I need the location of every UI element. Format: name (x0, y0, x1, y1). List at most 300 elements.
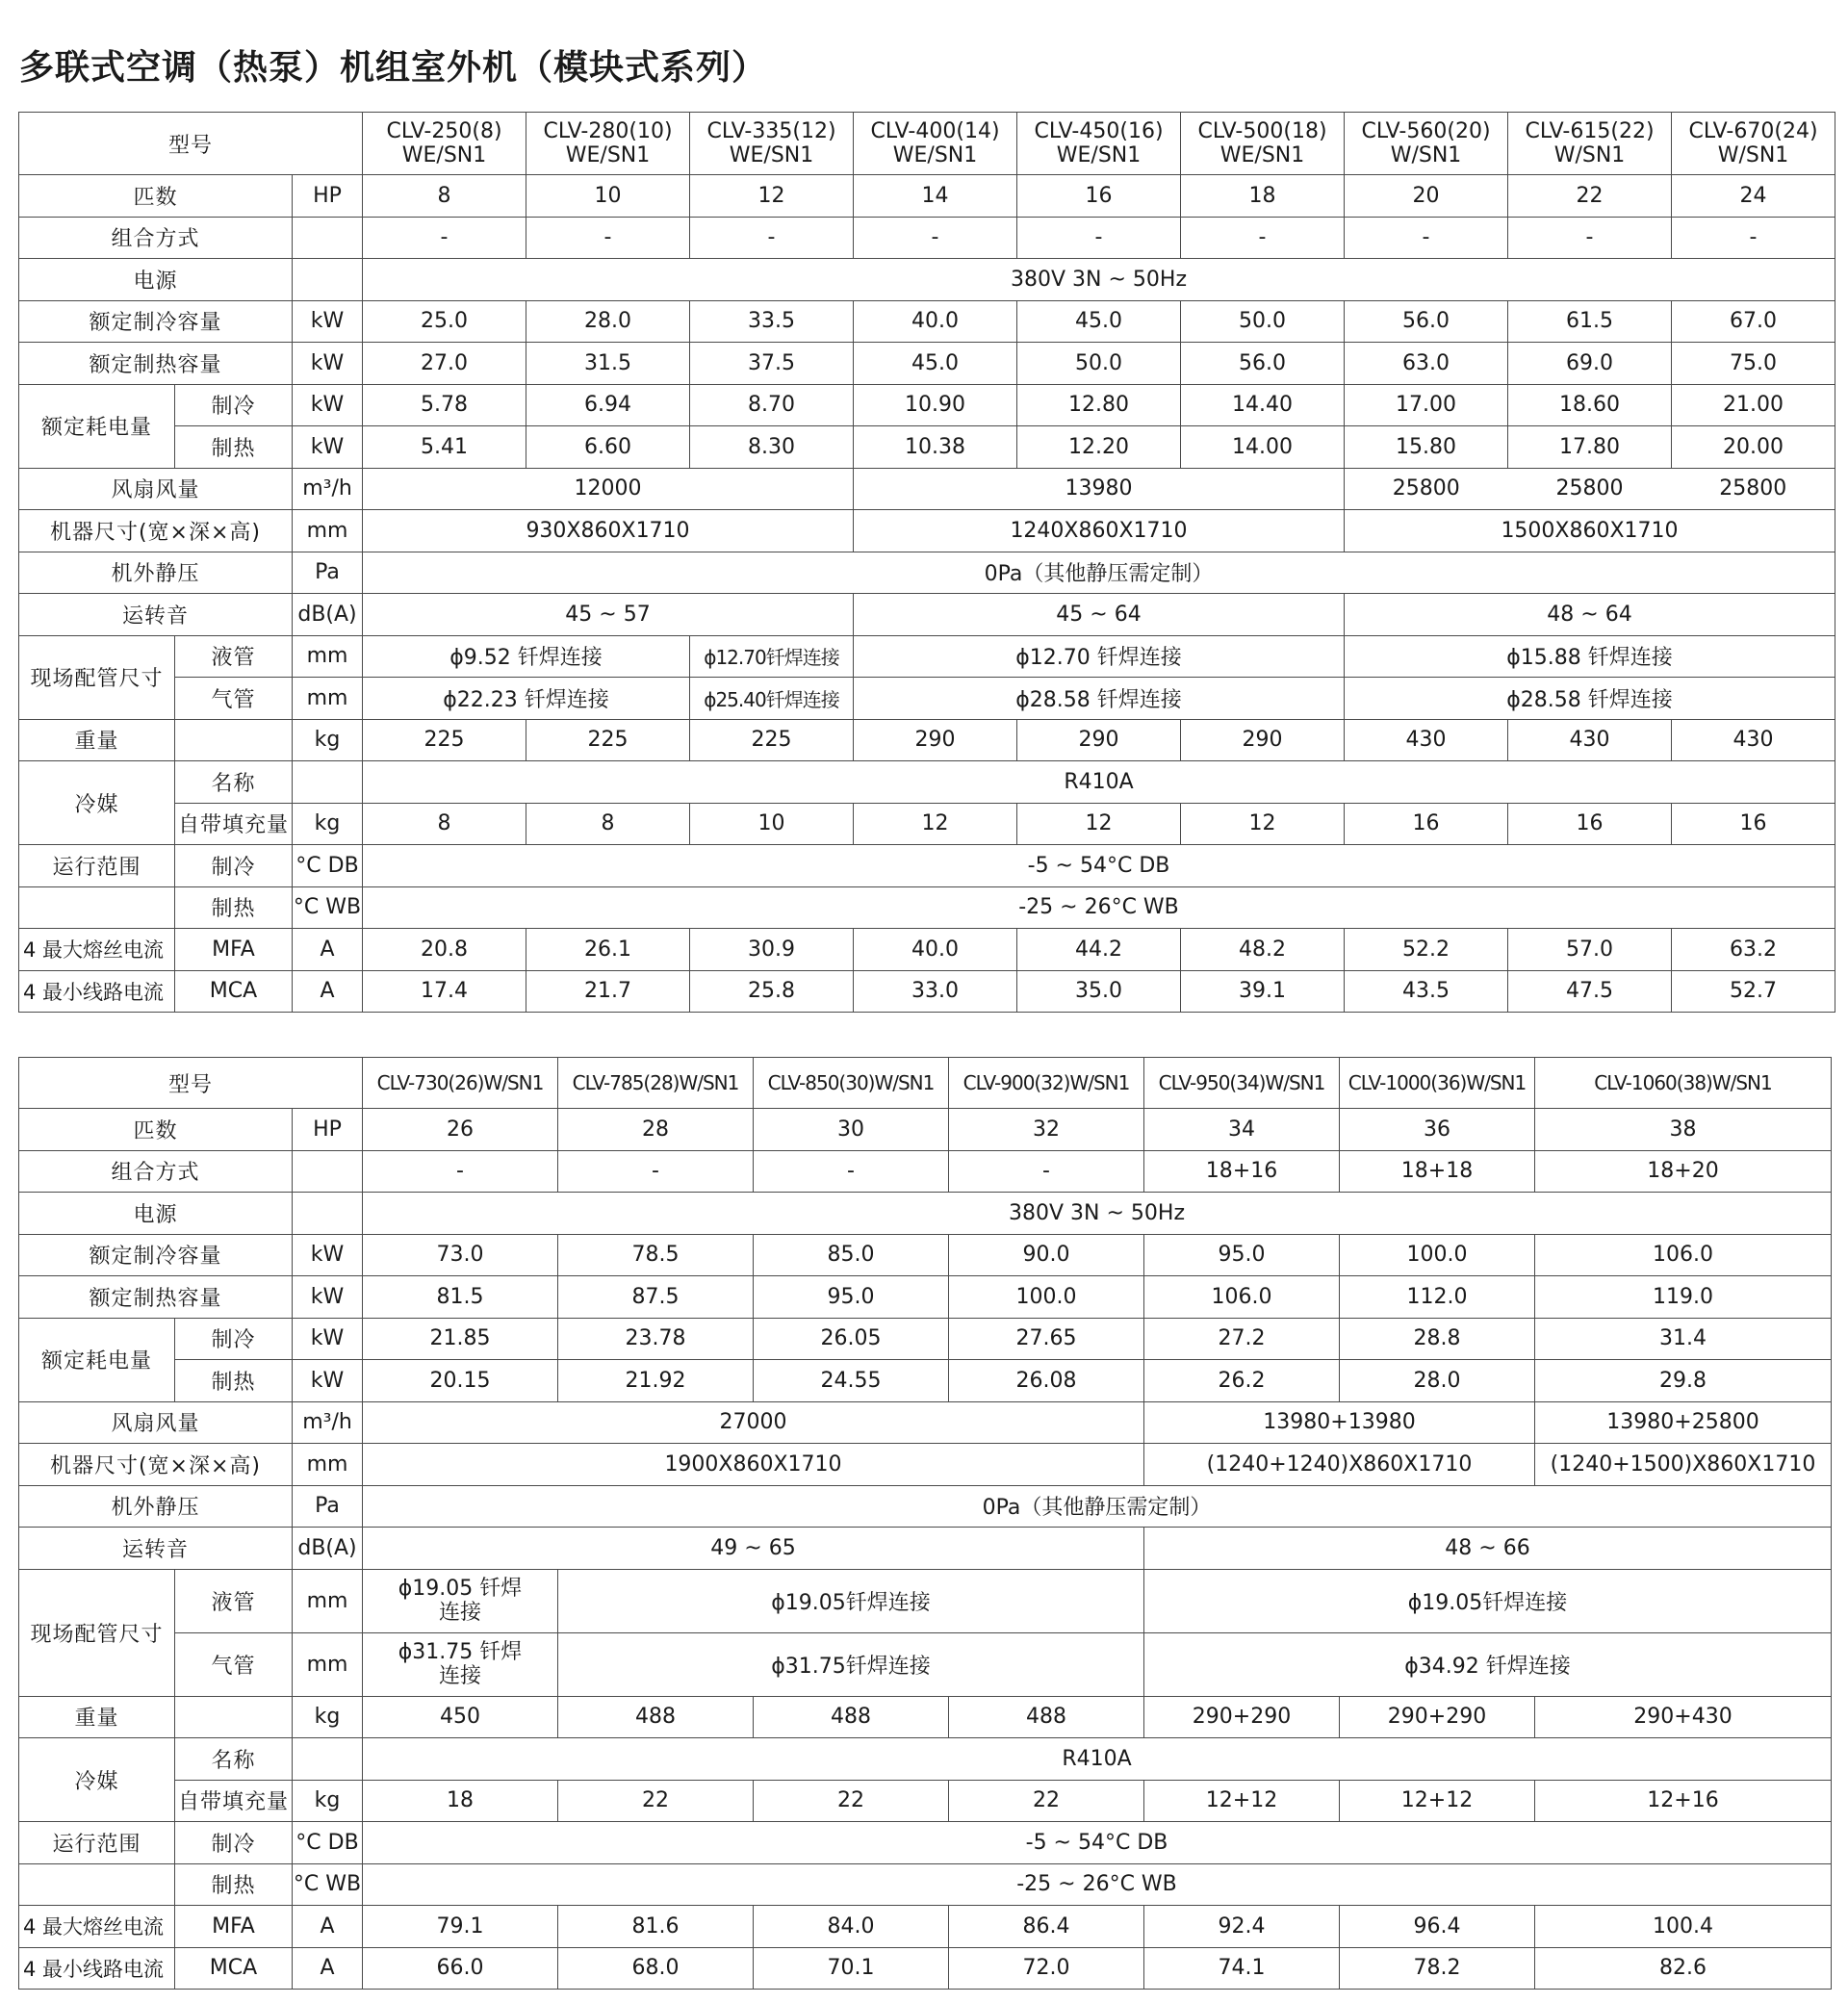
value-cell: R410A (363, 1738, 1832, 1781)
value-cell: - (949, 1150, 1144, 1193)
value-cell: -5 ~ 54°C DB (363, 845, 1835, 887)
value-cell: 6.60 (526, 426, 690, 469)
value-cell: 26.08 (949, 1360, 1144, 1402)
value-cell: 225 (526, 719, 690, 761)
value-cell: 45.0 (854, 343, 1017, 385)
row-sub-label: 制冷 (175, 1822, 293, 1864)
value-cell: -25 ~ 26°C WB (363, 886, 1835, 929)
value-cell: 40.0 (854, 929, 1017, 971)
value-cell: -25 ~ 26°C WB (363, 1863, 1832, 1906)
value-cell: 21.00 (1672, 384, 1835, 426)
value-cell: 27.65 (949, 1318, 1144, 1360)
value-cell: 18+16 (1144, 1150, 1340, 1193)
unit-cell: mm (293, 1569, 363, 1632)
row-sub-label: 气管 (175, 1632, 293, 1696)
row-label: 电源 (19, 259, 293, 301)
value-cell: 290+290 (1144, 1696, 1340, 1738)
model-cell: CLV-400(14) WE/SN1 (854, 113, 1017, 175)
value-cell: ϕ28.58 钎焊连接 (854, 678, 1345, 720)
unit-cell: Pa (293, 552, 363, 594)
unit-cell: m³/h (293, 468, 363, 510)
model-cell: CLV-1000(36)W/SN1 (1340, 1058, 1535, 1109)
value-cell: 380V 3N ~ 50Hz (363, 1193, 1832, 1235)
value-cell: 1900X860X1710 (363, 1444, 1144, 1486)
value-cell: 34 (1144, 1109, 1340, 1151)
unit-cell: kW (293, 1276, 363, 1319)
value-cell: ϕ9.52 钎焊连接 (363, 635, 690, 678)
noise-row (19, 594, 1835, 636)
value-cell: 26.1 (526, 929, 690, 971)
value-cell: 30 (754, 1109, 949, 1151)
value-cell: ϕ12.70 钎焊连接 (854, 635, 1345, 678)
empty-cell (175, 1696, 293, 1738)
value-cell: 28.8 (1340, 1318, 1535, 1360)
value-cell: ϕ12.70钎焊连接 (690, 635, 854, 678)
airflow-row (19, 468, 1835, 510)
row-label: 电源 (19, 1193, 293, 1235)
unit-cell (293, 1150, 363, 1193)
value-cell: 37.5 (690, 343, 854, 385)
refrigerant-charge-row (19, 803, 1835, 845)
value-cell: 12+12 (1144, 1780, 1340, 1822)
value-cell: 49 ~ 65 (363, 1528, 1144, 1570)
unit-cell: dB(A) (293, 1528, 363, 1570)
row-sub-label: 名称 (175, 761, 293, 804)
value-cell: 50.0 (1181, 300, 1345, 343)
airflow-row (19, 1401, 1832, 1444)
combo-row (19, 1150, 1832, 1193)
row-group-label: 冷媒 (19, 1738, 175, 1822)
value-cell: 90.0 (949, 1234, 1144, 1276)
value-cell: 87.5 (558, 1276, 754, 1319)
row-group-label: 现场配管尺寸 (19, 1569, 175, 1696)
mca-row (19, 970, 1835, 1013)
unit-cell: kW (293, 384, 363, 426)
value-cell: 18+20 (1535, 1150, 1832, 1193)
value-cell: 25.8 (690, 970, 854, 1013)
value-cell: - (363, 1150, 558, 1193)
unit-cell: kg (293, 803, 363, 845)
value-cell: ϕ31.75钎焊连接 (558, 1632, 1144, 1696)
refrigerant-name-row (19, 761, 1835, 804)
value-cell: 95.0 (754, 1276, 949, 1319)
row-label: 匹数 (19, 1109, 293, 1151)
value-cell: 33.5 (690, 300, 854, 343)
weight-row (19, 719, 1835, 761)
row-label: 额定制热容量 (19, 343, 293, 385)
value-cell: 45.0 (1017, 300, 1181, 343)
value-cell: 85.0 (754, 1234, 949, 1276)
value-cell: 380V 3N ~ 50Hz (363, 259, 1835, 301)
value-cell: 12 (1181, 803, 1345, 845)
value-cell: 290+290 (1340, 1696, 1535, 1738)
range-heat-row (19, 886, 1835, 929)
value-cell: 86.4 (949, 1906, 1144, 1948)
noise-row (19, 1528, 1832, 1570)
value-cell: 20.15 (363, 1360, 558, 1402)
model-label: 型号 (19, 113, 363, 175)
refrigerant-charge-row (19, 1780, 1832, 1822)
unit-cell: kW (293, 1234, 363, 1276)
row-sub-label: 制热 (175, 1360, 293, 1402)
unit-cell: kW (293, 426, 363, 469)
row-label: 额定制冷容量 (19, 300, 293, 343)
value-cell: 32 (949, 1109, 1144, 1151)
value-cell: 12.20 (1017, 426, 1181, 469)
value-cell: 48.2 (1181, 929, 1345, 971)
value-cell: 25.0 (363, 300, 526, 343)
value-cell: 31.5 (526, 343, 690, 385)
empty-cell (175, 719, 293, 761)
value-cell: 22 (1508, 175, 1672, 218)
row-sub-label: 制热 (175, 886, 293, 929)
value-cell: 14.00 (1181, 426, 1345, 469)
value-cell: 8.30 (690, 426, 854, 469)
value-cell: 47.5 (1508, 970, 1672, 1013)
value-cell: 35.0 (1017, 970, 1181, 1013)
value-cell: - (1508, 217, 1672, 259)
value-cell: 17.4 (363, 970, 526, 1013)
value-cell: 96.4 (1340, 1906, 1535, 1948)
row-sub-label: 气管 (175, 678, 293, 720)
row-label: 机器尺寸(宽×深×高) (19, 510, 293, 552)
value-cell: 12+12 (1340, 1780, 1535, 1822)
row-code: MFA (175, 929, 293, 971)
row-label: 组合方式 (19, 1150, 293, 1193)
value-cell: 24.55 (754, 1360, 949, 1402)
value-cell: 39.1 (1181, 970, 1345, 1013)
unit-cell: mm (293, 678, 363, 720)
value-cell: 72.0 (949, 1947, 1144, 1990)
value-cell: 18 (1181, 175, 1345, 218)
unit-cell: °C DB (293, 1822, 363, 1864)
row-sub-label: 液管 (175, 1569, 293, 1632)
value-cell: 26.05 (754, 1318, 949, 1360)
value-cell: 66.0 (363, 1947, 558, 1990)
value-cell: 61.5 (1508, 300, 1672, 343)
unit-cell: dB(A) (293, 594, 363, 636)
value-cell: ϕ19.05 钎焊 连接 (363, 1569, 558, 1632)
value-cell: - (1345, 217, 1508, 259)
value-cell: 17.80 (1508, 426, 1672, 469)
row-label: 机外静压 (19, 1485, 293, 1528)
value-cell: - (754, 1150, 949, 1193)
value-cell: 27.2 (1144, 1318, 1340, 1360)
value-cell: 16 (1017, 175, 1181, 218)
value-cell: 63.2 (1672, 929, 1835, 971)
value-cell: R410A (363, 761, 1835, 804)
row-label: 组合方式 (19, 217, 293, 259)
value-cell: 12000 (363, 468, 854, 510)
row-label: 4 最小线路电流 (19, 970, 175, 1013)
value-cell: 15.80 (1345, 426, 1508, 469)
row-sub-label: 制热 (175, 1863, 293, 1906)
row-group-label: 冷媒 (19, 761, 175, 845)
value-cell: 92.4 (1144, 1906, 1340, 1948)
value-cell: 36 (1340, 1109, 1535, 1151)
unit-cell: A (293, 929, 363, 971)
power-input-cool-row (19, 1318, 1832, 1360)
unit-cell (293, 1738, 363, 1781)
empty-cell (19, 886, 175, 929)
value-cell: 25800 (1345, 468, 1508, 510)
unit-cell: HP (293, 1109, 363, 1151)
value-cell: 6.94 (526, 384, 690, 426)
value-cell: 22 (949, 1780, 1144, 1822)
power-row (19, 259, 1835, 301)
unit-cell: m³/h (293, 1401, 363, 1444)
unit-cell (293, 217, 363, 259)
range-cool-row (19, 1822, 1832, 1864)
unit-cell: mm (293, 1444, 363, 1486)
hp-row (19, 175, 1835, 218)
gas-pipe-row (19, 678, 1835, 720)
value-cell: 28 (558, 1109, 754, 1151)
value-cell: 48 ~ 66 (1144, 1528, 1832, 1570)
value-cell: - (690, 217, 854, 259)
value-cell: - (1181, 217, 1345, 259)
cooling-capacity-row (19, 300, 1835, 343)
row-sub-label: 制冷 (175, 1318, 293, 1360)
value-cell: 20 (1345, 175, 1508, 218)
unit-cell: kW (293, 343, 363, 385)
value-cell: 112.0 (1340, 1276, 1535, 1319)
value-cell: ϕ15.88 钎焊连接 (1345, 635, 1835, 678)
value-cell: 0Pa（其他静压需定制） (363, 552, 1835, 594)
value-cell: 290 (1017, 719, 1181, 761)
value-cell: 430 (1345, 719, 1508, 761)
model-cell: CLV-280(10) WE/SN1 (526, 113, 690, 175)
value-cell: 57.0 (1508, 929, 1672, 971)
row-label: 风扇风量 (19, 1401, 293, 1444)
row-sub-label: 自带填充量 (175, 1780, 293, 1822)
model-label: 型号 (19, 1058, 363, 1109)
unit-cell: kW (293, 300, 363, 343)
row-group-label: 现场配管尺寸 (19, 635, 175, 719)
static-pressure-row (19, 552, 1835, 594)
row-group-label: 运行范围 (19, 845, 175, 887)
value-cell: 30.9 (690, 929, 854, 971)
unit-cell: A (293, 1947, 363, 1990)
value-cell: 29.8 (1535, 1360, 1832, 1402)
value-cell: 56.0 (1181, 343, 1345, 385)
model-cell: CLV-500(18) WE/SN1 (1181, 113, 1345, 175)
value-cell: 27000 (363, 1401, 1144, 1444)
row-label: 匹数 (19, 175, 293, 218)
row-group-label: 运行范围 (19, 1822, 175, 1864)
model-cell: CLV-250(8) WE/SN1 (363, 113, 526, 175)
unit-cell: kW (293, 1360, 363, 1402)
value-cell: 23.78 (558, 1318, 754, 1360)
value-cell: 38 (1535, 1109, 1832, 1151)
value-cell: 13980 (854, 468, 1345, 510)
model-cell: CLV-560(20) W/SN1 (1345, 113, 1508, 175)
dimension-row (19, 510, 1835, 552)
unit-cell (293, 259, 363, 301)
unit-cell: Pa (293, 1485, 363, 1528)
value-cell: 22 (558, 1780, 754, 1822)
value-cell: 8 (363, 175, 526, 218)
row-label: 风扇风量 (19, 468, 293, 510)
value-cell: 488 (558, 1696, 754, 1738)
value-cell: 12+16 (1535, 1780, 1832, 1822)
value-cell: 75.0 (1672, 343, 1835, 385)
unit-cell: °C WB (293, 886, 363, 929)
value-cell: ϕ25.40钎焊连接 (690, 678, 854, 720)
value-cell: 290 (854, 719, 1017, 761)
range-heat-row (19, 1863, 1832, 1906)
model-cell: CLV-900(32)W/SN1 (949, 1058, 1144, 1109)
value-cell: 100.0 (949, 1276, 1144, 1319)
value-cell: 488 (949, 1696, 1144, 1738)
value-cell: (1240+1240)X860X1710 (1144, 1444, 1535, 1486)
value-cell: (1240+1500)X860X1710 (1535, 1444, 1832, 1486)
value-cell: 33.0 (854, 970, 1017, 1013)
refrigerant-name-row (19, 1738, 1832, 1781)
liquid-pipe-row (19, 1569, 1832, 1632)
value-cell: ϕ19.05钎焊连接 (1144, 1569, 1832, 1632)
heating-capacity-row (19, 343, 1835, 385)
row-sub-label: 名称 (175, 1738, 293, 1781)
value-cell: - (1017, 217, 1181, 259)
value-cell: 56.0 (1345, 300, 1508, 343)
spec-table-1 (18, 112, 1835, 1013)
value-cell: 17.00 (1345, 384, 1508, 426)
model-cell: CLV-730(26)W/SN1 (363, 1058, 558, 1109)
value-cell: 13980+13980 (1144, 1401, 1535, 1444)
value-cell: 67.0 (1672, 300, 1835, 343)
value-cell: 16 (1345, 803, 1508, 845)
value-cell: 52.2 (1345, 929, 1508, 971)
cooling-capacity-row (19, 1234, 1832, 1276)
value-cell: 81.6 (558, 1906, 754, 1948)
gas-pipe-row (19, 1632, 1832, 1696)
mca-row (19, 1947, 1832, 1990)
value-cell: 24 (1672, 175, 1835, 218)
unit-cell: A (293, 970, 363, 1013)
value-cell: 45 ~ 64 (854, 594, 1345, 636)
value-cell: 22 (754, 1780, 949, 1822)
liquid-pipe-row (19, 635, 1835, 678)
row-group-label: 额定耗电量 (19, 384, 175, 468)
static-pressure-row (19, 1485, 1832, 1528)
value-cell: 12 (1017, 803, 1181, 845)
unit-cell: HP (293, 175, 363, 218)
value-cell: 1240X860X1710 (854, 510, 1345, 552)
value-cell: 12 (854, 803, 1017, 845)
value-cell: 10 (690, 803, 854, 845)
value-cell: 12.80 (1017, 384, 1181, 426)
value-cell: 73.0 (363, 1234, 558, 1276)
value-cell: 1500X860X1710 (1345, 510, 1835, 552)
model-cell: CLV-615(22) W/SN1 (1508, 113, 1672, 175)
dimension-row (19, 1444, 1832, 1486)
value-cell: 13980+25800 (1535, 1401, 1832, 1444)
model-cell: CLV-450(16) WE/SN1 (1017, 113, 1181, 175)
value-cell: 14.40 (1181, 384, 1345, 426)
value-cell: 0Pa（其他静压需定制） (363, 1485, 1832, 1528)
value-cell: 68.0 (558, 1947, 754, 1990)
value-cell: 20.8 (363, 929, 526, 971)
value-cell: 52.7 (1672, 970, 1835, 1013)
value-cell: 43.5 (1345, 970, 1508, 1013)
row-label: 重量 (19, 719, 175, 761)
value-cell: ϕ31.75 钎焊 连接 (363, 1632, 558, 1696)
spec-table-2 (18, 1057, 1832, 1990)
value-cell: 290+430 (1535, 1696, 1832, 1738)
value-cell: 21.92 (558, 1360, 754, 1402)
row-label: 运转音 (19, 1528, 293, 1570)
value-cell: ϕ34.92 钎焊连接 (1144, 1632, 1832, 1696)
unit-cell: kg (293, 719, 363, 761)
value-cell: 100.0 (1340, 1234, 1535, 1276)
row-label: 4 最大熔丝电流 (19, 929, 175, 971)
unit-cell: °C WB (293, 1863, 363, 1906)
value-cell: 12 (690, 175, 854, 218)
value-cell: 8 (363, 803, 526, 845)
value-cell: 79.1 (363, 1906, 558, 1948)
value-cell: 48 ~ 64 (1345, 594, 1835, 636)
value-cell: 10.90 (854, 384, 1017, 426)
value-cell: 450 (363, 1696, 558, 1738)
value-cell: 50.0 (1017, 343, 1181, 385)
value-cell: 10.38 (854, 426, 1017, 469)
value-cell: 18.60 (1508, 384, 1672, 426)
unit-cell: mm (293, 1632, 363, 1696)
value-cell: 81.5 (363, 1276, 558, 1319)
value-cell: 84.0 (754, 1906, 949, 1948)
hp-row (19, 1109, 1832, 1151)
value-cell: 8.70 (690, 384, 854, 426)
value-cell: 18+18 (1340, 1150, 1535, 1193)
weight-row (19, 1696, 1832, 1738)
power-input-cool-row (19, 384, 1835, 426)
value-cell: - (558, 1150, 754, 1193)
row-sub-label: 制冷 (175, 845, 293, 887)
value-cell: 106.0 (1144, 1276, 1340, 1319)
model-cell: CLV-850(30)W/SN1 (754, 1058, 949, 1109)
model-cell: CLV-785(28)W/SN1 (558, 1058, 754, 1109)
row-code: MFA (175, 1906, 293, 1948)
value-cell: 28.0 (526, 300, 690, 343)
value-cell: 21.85 (363, 1318, 558, 1360)
row-label: 额定制冷容量 (19, 1234, 293, 1276)
range-cool-row (19, 845, 1835, 887)
row-sub-label: 制热 (175, 426, 293, 469)
model-cell: CLV-1060(38)W/SN1 (1535, 1058, 1832, 1109)
row-sub-label: 制冷 (175, 384, 293, 426)
value-cell: 119.0 (1535, 1276, 1832, 1319)
value-cell: 69.0 (1508, 343, 1672, 385)
value-cell: 45 ~ 57 (363, 594, 854, 636)
row-group-label: 额定耗电量 (19, 1318, 175, 1401)
value-cell: 290 (1181, 719, 1345, 761)
value-cell: 21.7 (526, 970, 690, 1013)
value-cell: -5 ~ 54°C DB (363, 1822, 1832, 1864)
model-cell: CLV-335(12) WE/SN1 (690, 113, 854, 175)
combo-row (19, 217, 1835, 259)
row-sub-label: 液管 (175, 635, 293, 678)
row-sub-label: 自带填充量 (175, 803, 293, 845)
power-input-heat-row (19, 1360, 1832, 1402)
row-label: 机外静压 (19, 552, 293, 594)
value-cell: 16 (1672, 803, 1835, 845)
unit-cell (293, 1193, 363, 1235)
value-cell: 70.1 (754, 1947, 949, 1990)
value-cell: 26.2 (1144, 1360, 1340, 1402)
value-cell: 40.0 (854, 300, 1017, 343)
value-cell: ϕ22.23 钎焊连接 (363, 678, 690, 720)
